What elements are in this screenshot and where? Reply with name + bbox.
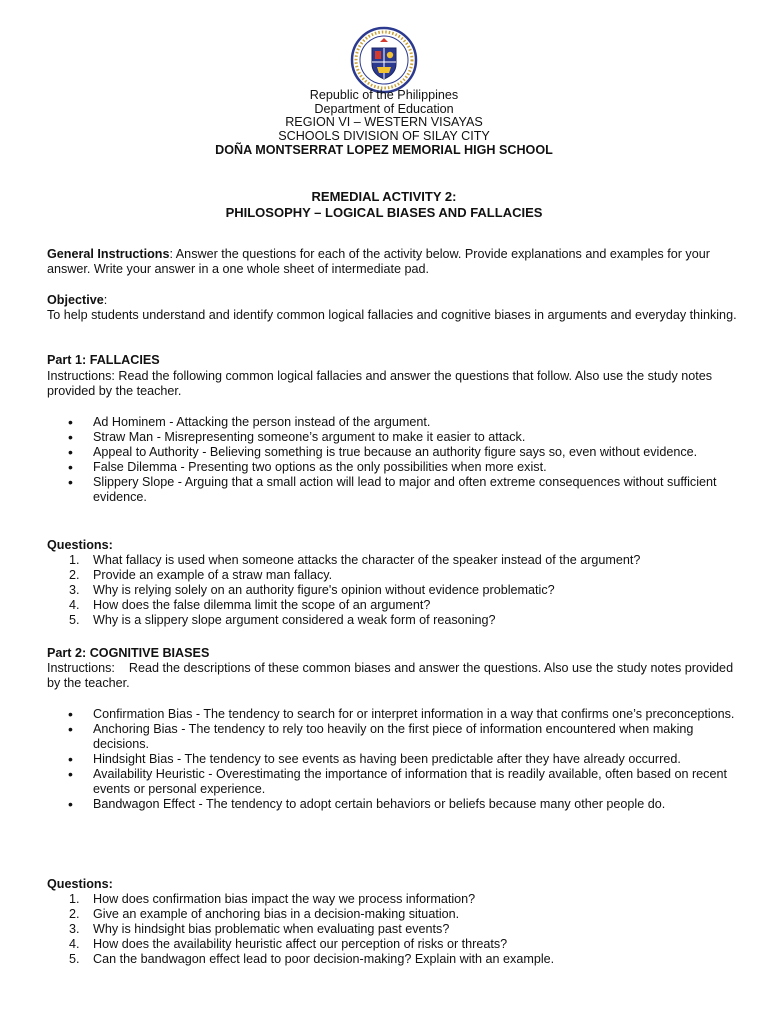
- header-division: SCHOOLS DIVISION OF SILAY CITY: [278, 129, 490, 143]
- part1-instructions: Instructions: Read the following common logical fallacies and answer the questions that follow. Also use the study notes provided by the teacher.: [47, 369, 713, 398]
- list-item: • Anchoring Bias - The tendency to rely too heavily on the first piece of information encountered when making decisions.: [47, 722, 737, 752]
- list-item: • Appeal to Authority - Believing something is true because an authority figure says so, even without evidence.: [47, 445, 737, 460]
- part2-heading: Part 2: COGNITIVE BIASES: [47, 646, 210, 660]
- part2-instructions: [47, 661, 737, 691]
- general-instructions: [47, 247, 737, 277]
- list-item: • Hindsight Bias - The tendency to see events as having been predictable after they have already occurred.: [47, 752, 737, 767]
- question-item: How does confirmation bias impact the way we process information?: [93, 892, 476, 906]
- list-item: • Confirmation Bias - The tendency to search for or interpret information in a way that confirms one’s preconceptions.: [47, 707, 737, 722]
- general-instructions-label: General Instructions: [47, 247, 170, 261]
- question-item: Can the bandwagon effect lead to poor decision-making? Explain with an example.: [93, 952, 555, 966]
- activity-title: REMEDIAL ACTIVITY 2:: [311, 189, 457, 204]
- list-item: • Bandwagon Effect - The tendency to adopt certain behaviors or beliefs because many other people do.: [47, 797, 737, 812]
- objective-heading: [47, 293, 737, 308]
- part1-questions: [47, 553, 737, 628]
- part2-questions: [47, 892, 737, 967]
- objective-label: Objective: [47, 293, 104, 307]
- general-instructions-text: : Answer the questions for each of the activity below. Provide explanations and examples for your answer. Write your answer in a one whole sheet of intermediate pad.: [47, 247, 710, 276]
- part2-instructions-label: Instructions:: [47, 661, 115, 675]
- question-item: Why is hindsight bias problematic when evaluating past events?: [93, 922, 450, 936]
- part2-questions-heading: Questions:: [47, 877, 113, 891]
- question-item: Why is relying solely on an authority figure's opinion without evidence problematic?: [93, 583, 555, 597]
- part1-heading: Part 1: FALLACIES: [47, 353, 160, 367]
- list-item: • Ad Hominem - Attacking the person instead of the argument.: [47, 415, 737, 430]
- question-item: What fallacy is used when someone attacks the character of the speaker instead of the argument?: [93, 553, 641, 567]
- header-school: DOÑA MONTSERRAT LOPEZ MEMORIAL HIGH SCHOOL: [215, 143, 553, 157]
- objective-colon: :: [103, 293, 108, 307]
- bias-list: [47, 707, 737, 812]
- part1-questions-heading: Questions:: [47, 538, 113, 552]
- activity-subtitle: PHILOSOPHY – LOGICAL BIASES AND FALLACIES: [225, 205, 543, 220]
- question-item: How does the availability heuristic affect our perception of risks or threats?: [93, 937, 508, 951]
- fallacy-list: [47, 415, 737, 505]
- list-item: • Straw Man - Misrepresenting someone’s argument to make it easier to attack.: [47, 430, 737, 445]
- question-item: Provide an example of a straw man fallacy.: [93, 568, 333, 582]
- question-item: Give an example of anchoring bias in a decision-making situation.: [93, 907, 460, 921]
- question-item: Why is a slippery slope argument considered a weak form of reasoning?: [93, 613, 496, 627]
- objective-text: To help students understand and identify common logical fallacies and cognitive biases in arguments and everyday thinking.: [47, 308, 737, 322]
- header-department: Department of Education: [314, 102, 454, 116]
- list-item: • False Dilemma - Presenting two options as the only possibilities when more exist.: [47, 460, 737, 475]
- part2-instructions-text: Read the descriptions of these common biases and answer the questions. Also use the study notes provided by the teacher.: [47, 661, 734, 690]
- header-republic: Republic of the Philippines: [309, 88, 459, 102]
- list-item: • Availability Heuristic - Overestimating the importance of information that is readily available, often based on recent events or personal experience.: [47, 767, 737, 797]
- list-item: • Slippery Slope - Arguing that a small action will lead to major and often extreme consequences without sufficient evidence.: [47, 475, 737, 505]
- header-region: REGION VI – WESTERN VISAYAS: [285, 115, 483, 129]
- deped-seal-logo: [350, 26, 418, 94]
- question-item: How does the false dilemma limit the scope of an argument?: [93, 598, 431, 612]
